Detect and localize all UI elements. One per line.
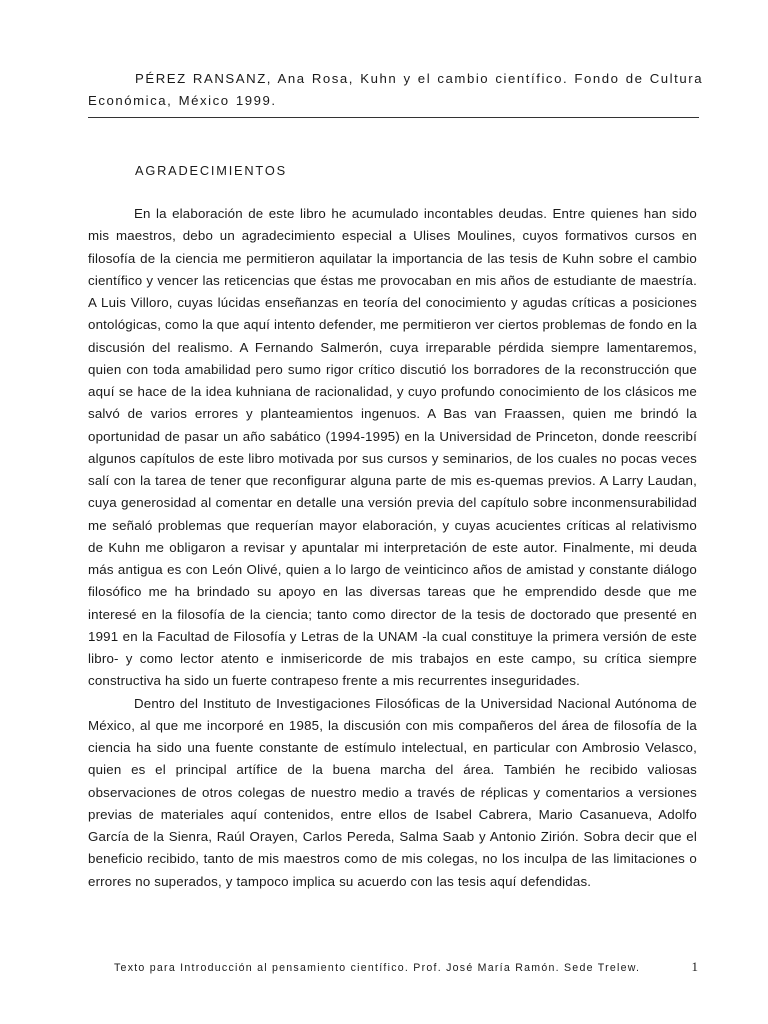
page-footer	[114, 960, 698, 976]
reference-line-1: PÉREZ RANSANZ, Ana Rosa, Kuhn y el cambio científico. Fondo de Cultura	[135, 71, 704, 86]
page-number: 1	[691, 959, 698, 974]
reference-line-2: Económica, México 1999.	[88, 93, 277, 108]
footer-text: Texto para Introducción al pensamiento científico. Prof. José María Ramón. Sede Trelew.	[114, 962, 641, 974]
bibliographic-reference	[88, 68, 704, 112]
paragraph-1: En la elaboración de este libro he acumulado incontables deudas. Entre quienes han sido mis maestros, debo un agradecimiento especial a Ulises Moulines, cuyos formativos cursos en filosofía de la ciencia me permitieron aquilatar la importancia de las tesis de Kuhn sobre el cambio científico y vencer las reticencias que éstas me provocaban en mis años de estudiante de maestría. A Luis Villoro, cuyas lúcidas enseñanzas en teoría del conocimiento y agudas críticas a posiciones ontológicas, como la que aquí intento defender, me permitieron ver ciertos problemas de fondo en la discusión del realismo. A Fernando Salmerón, cuya irreparable pérdida siempre lamentaremos, quien con toda amabilidad pero sumo rigor crítico discutió los borradores de la reconstrucción que aquí se hace de la idea kuhniana de racionalidad, y cuyo profundo conocimiento de los clásicos me salvó de varios errores y planteamientos ingenuos. A Bas van Fraassen, quien me brindó la oportunidad de pasar un año sabático (1994-1995) en la Universidad de Princeton, donde reescribí algunos capítulos de este libro motivada por sus cursos y seminarios, de los cuales no pocas veces salí con la tarea de tener que reconfigurar alguna parte de mis es-quemas previos. A Larry Laudan, cuya generosidad al comentar en detalle una versión previa del capítulo sobre inconmensurabilidad me señaló problemas que requerían mayor elaboración, y cuyas acucientes críticas al relativismo de Kuhn me obligaron a revisar y apuntalar mi interpretación de este autor. Finalmente, mi deuda más antigua es con León Olivé, quien a lo largo de veinticinco años de amistad y constante diálogo filosófico me ha brindado su apoyo en las diversas tareas que he emprendido desde que me interesé en la filosofía de la ciencia; tanto como director de la tesis de doctorado que presenté en 1991 en la Facultad de Filosofía y Letras de la UNAM -la cual constituye la primera versión de este libro- y como lector atento e inmisericorde de mis trabajos en este campo, su crítica siempre constructiva ha sido un fuerte contrapeso frente a mis recurrentes inseguridades.	[88, 206, 697, 689]
horizontal-divider	[88, 117, 699, 118]
body-text	[88, 203, 697, 893]
paragraph-2: Dentro del Instituto de Investigaciones Filosóficas de la Universidad Nacional Autónoma de México, al que me incorporé en 1985, la discusión con mis compañeros del área de filosofía de la ciencia ha sido una fuente constante de estímulo intelectual, en particular con Ambrosio Velasco, quien es el principal artífice de la buena marcha del área. También he recibido valiosas observaciones de otros colegas de nuestro medio a través de réplicas y comentarios a versiones previas de materiales aquí contenidos, entre ellos de Isabel Cabrera, Mario Casanueva, Adolfo García de la Sienra, Raúl Orayen, Carlos Pereda, Salma Saab y Antonio Zirión. Sobra decir que el beneficio recibido, tanto de mis maestros como de mis colegas, no los inculpa de las limitaciones o errores no superados, y tampoco implica su acuerdo con las tesis aquí defendidas.	[88, 695, 697, 889]
section-heading: AGRADECIMIENTOS	[135, 163, 287, 178]
